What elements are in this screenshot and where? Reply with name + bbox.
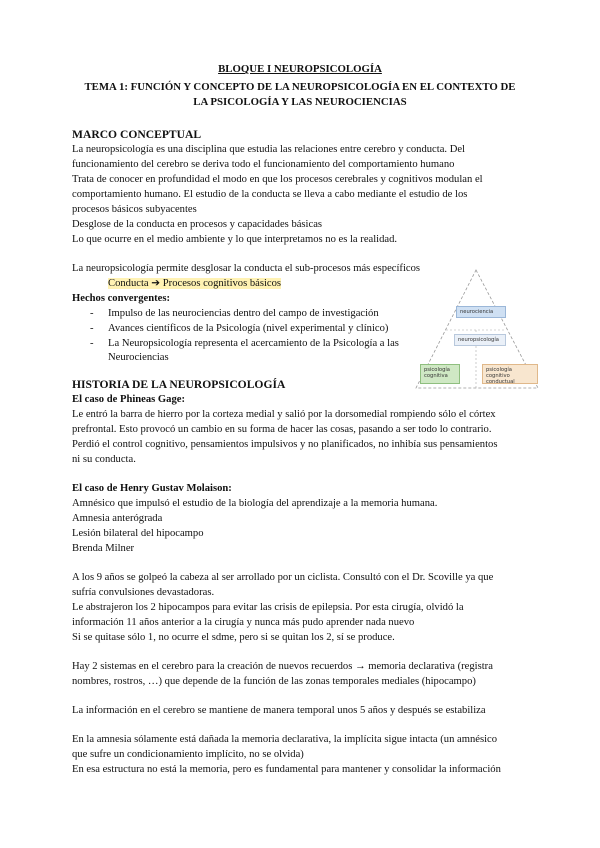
- paragraph-line: información 11 años anterior a la cirugía y nunca más pudo aprender nada nuevo: [72, 617, 415, 628]
- paragraph-line: A los 9 años se golpeó la cabeza al ser arrollado por un ciclista. Consultó con el Dr. Scoville ya que: [72, 572, 494, 583]
- historia-heading: HISTORIA DE LA NEUROPSICOLOGÍA: [72, 378, 286, 391]
- bullet-dash: -: [90, 323, 94, 334]
- gage-line: Le entró la barra de hierro por la corteza medial y salió por la dorsomedial rompiendo sólo el córtex: [72, 409, 496, 420]
- box-psicologia-cognitivo-conductual: psicología cognitivo conductual: [482, 364, 538, 384]
- marco-line: funcionamiento del cerebro se deriva todo el funcionamiento del comportamiento humano: [72, 159, 455, 170]
- molaison-case-heading: El caso de Henry Gustav Molaison:: [72, 483, 232, 494]
- gage-line: ni su conducta.: [72, 454, 136, 465]
- tema-title-line1: TEMA 1: FUNCIÓN Y CONCEPTO DE LA NEUROPSICOLOGÍA EN EL CONTEXTO DE: [84, 81, 516, 93]
- box-psicologia-cognitiva: psicología cognitiva: [420, 364, 460, 384]
- bullet-item-continuation: Neurociencias: [108, 352, 169, 363]
- box-neuropsicologia: neuropsicología: [454, 334, 506, 346]
- box-neurociencia: neurociencia: [456, 306, 506, 318]
- marco-conceptual-heading: MARCO CONCEPTUAL: [72, 128, 202, 141]
- paragraph-line: Hay 2 sistemas en el cerebro para la creación de nuevos recuerdos → memoria declarativa (registra: [72, 661, 493, 672]
- marco-line: La neuropsicología es una disciplina que estudia las relaciones entre cerebro y conducta. Del: [72, 144, 465, 155]
- marco-line: procesos básicos subyacentes: [72, 204, 197, 215]
- marco-line: Trata de conocer en profundidad el modo en que los procesos cerebrales y cognitivos modulan el: [72, 174, 483, 185]
- molaison-line: Amnésico que impulsó el estudio de la biología del aprendizaje a la memoria humana.: [72, 498, 438, 509]
- neuro-triangle-diagram: [414, 268, 540, 390]
- paragraph-line: sufría convulsiones devastadoras.: [72, 587, 215, 598]
- gage-case-heading: El caso de Phineas Gage:: [72, 394, 185, 405]
- tema-title-line2: LA PSICOLOGÍA Y LAS NEUROCIENCIAS: [193, 96, 407, 108]
- bullet-item: La Neuropsicología representa el acercamiento de la Psicología a las: [108, 338, 399, 349]
- bullet-dash: -: [90, 338, 94, 349]
- paragraph-line: nombres, rostros, …) que depende de la función de las zonas temporales mediales (hipocampo): [72, 676, 476, 687]
- highlighted-text: Conducta ➔ Procesos cognitivos básicos: [108, 278, 282, 289]
- paragraph-line: La información en el cerebro se mantiene de manera temporal unos 5 años y después se estabiliza: [72, 705, 486, 716]
- hechos-convergentes-heading: Hechos convergentes:: [72, 293, 170, 304]
- gage-line: prefrontal. Esto provocó un cambio en su forma de hacer las cosas, pasando a ser todo lo contrario.: [72, 424, 492, 435]
- marco-line: comportamiento humano. El estudio de la conducta se lleva a cabo mediante el estudio de los: [72, 189, 468, 200]
- molaison-line: Lesión bilateral del hipocampo: [72, 528, 204, 539]
- molaison-line: Amnesia anterógrada: [72, 513, 163, 524]
- bullet-dash: -: [90, 308, 94, 319]
- bullet-item: Impulso de las neurociencias dentro del campo de investigación: [108, 308, 379, 319]
- marco-line: Lo que ocurre en el medio ambiente y lo que interpretamos no es la realidad.: [72, 234, 398, 245]
- marco-line: Desglose de la conducta en procesos y capacidades básicas: [72, 219, 323, 230]
- conducta-highlight: [108, 277, 281, 292]
- bullet-item: Avances científicos de la Psicología (nivel experimental y clínico): [108, 323, 389, 334]
- desglose-line: La neuropsicología permite desglosar la conducta el sub-procesos más específicos: [72, 263, 421, 274]
- gage-line: Perdió el control cognitivo, pensamientos impulsivos y no planificados, no inhibía sus pensamientos: [72, 439, 498, 450]
- paragraph-line: En la amnesia sólamente está dañada la memoria declarativa, la implícita sigue intacta (un amnésico: [72, 734, 498, 745]
- molaison-line: Brenda Milner: [72, 543, 135, 554]
- paragraph-line: que sufre un condicionamiento implícito, no se olvida): [72, 749, 304, 760]
- paragraph-line: En esa estructura no está la memoria, pero es fundamental para mantener y consolidar la información: [72, 764, 501, 775]
- paragraph-line: Le abstrajeron los 2 hipocampos para evitar las crisis de epilepsia. Por esta cirugía, olvidó la: [72, 602, 464, 613]
- bloque-title: BLOQUE I NEUROPSICOLOGÍA: [218, 63, 382, 75]
- paragraph-line: Si se quitase sólo 1, no ocurre el sdme, pero si se quitan los 2, sí se produce.: [72, 632, 395, 643]
